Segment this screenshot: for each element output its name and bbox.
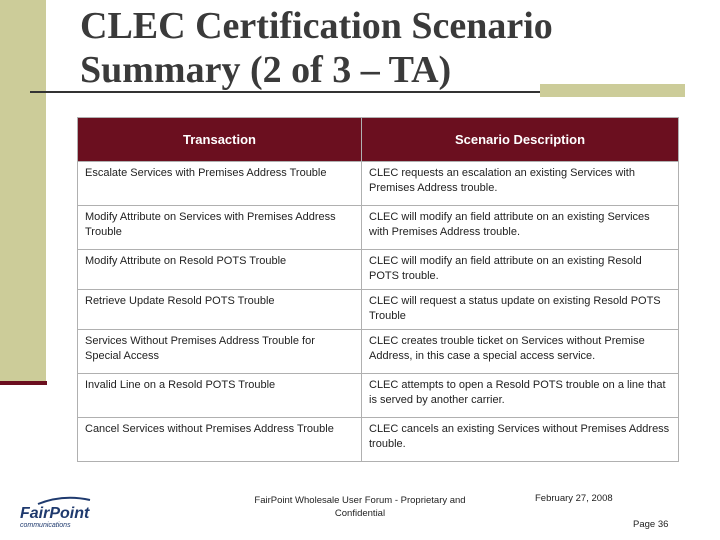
table-row	[78, 290, 679, 330]
table-row	[78, 330, 679, 374]
description-cell: CLEC will modify an field attribute on an existing Resold POTS trouble.	[362, 250, 679, 290]
description-cell: CLEC requests an escalation an existing Services with Premises Address trouble.	[362, 162, 679, 206]
table-row	[78, 250, 679, 290]
description-cell: CLEC will request a status update on existing Resold POTS Trouble	[362, 290, 679, 330]
table-row	[78, 206, 679, 250]
transaction-cell: Retrieve Update Resold POTS Trouble	[78, 290, 362, 330]
description-cell: CLEC creates trouble ticket on Services without Premise Address, in this case a special access service.	[362, 330, 679, 374]
header-scenario-description: Scenario Description	[362, 118, 679, 162]
logo-name: FairPoint	[20, 505, 90, 522]
footer-confidential: FairPoint Wholesale User Forum - Proprietary and Confidential	[254, 495, 466, 519]
table-row	[78, 374, 679, 418]
transaction-cell: Cancel Services without Premises Address Trouble	[78, 418, 362, 462]
table-row	[78, 162, 679, 206]
transaction-cell: Services Without Premises Address Trouble for Special Access	[78, 330, 362, 374]
page-number: Page 36	[633, 519, 669, 530]
logo-swoosh	[38, 498, 90, 504]
description-cell: CLEC cancels an existing Services without Premises Address trouble.	[362, 418, 679, 462]
description-cell: CLEC will modify an field attribute on an existing Services with Premises Address trouble.	[362, 206, 679, 250]
header-transaction: Transaction	[78, 118, 362, 162]
transaction-cell: Modify Attribute on Services with Premises Address Trouble	[78, 206, 362, 250]
transaction-cell: Modify Attribute on Resold POTS Trouble	[78, 250, 362, 290]
slide-title: CLEC Certification Scenario Summary (2 of 3 – TA)	[80, 5, 553, 91]
transaction-cell: Invalid Line on a Resold POTS Trouble	[78, 374, 362, 418]
table-row	[78, 418, 679, 462]
title-accent-bar	[540, 84, 685, 97]
transaction-cell: Escalate Services with Premises Address Trouble	[78, 162, 362, 206]
left-accent-bar	[0, 0, 46, 383]
title-underline	[30, 91, 540, 93]
logo-tagline: communications	[20, 522, 71, 529]
footer-date: February 27, 2008	[535, 493, 613, 504]
left-accent-underline	[0, 381, 47, 385]
fairpoint-logo	[18, 492, 108, 532]
description-cell: CLEC attempts to open a Resold POTS trouble on a line that is served by another carrier.	[362, 374, 679, 418]
scenario-table	[77, 117, 679, 462]
